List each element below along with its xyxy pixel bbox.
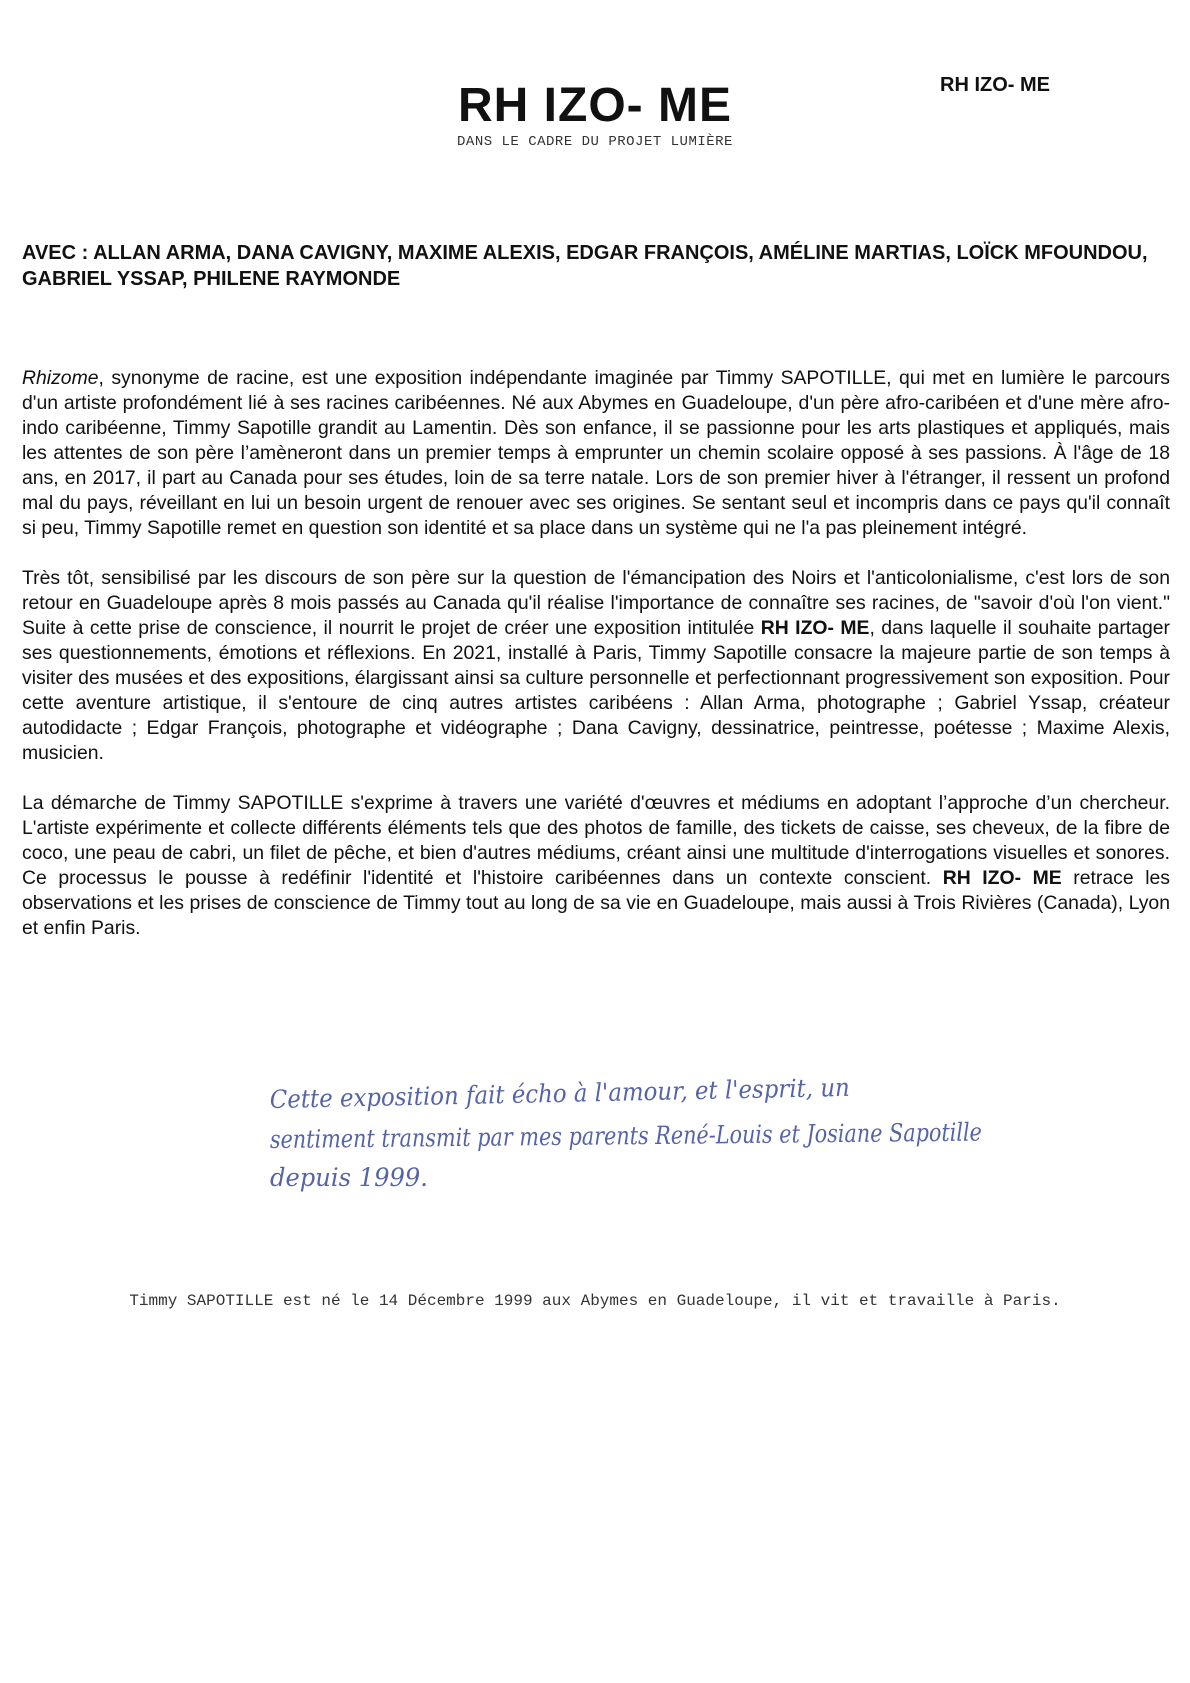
handwritten-line-1: Cette exposition fait écho à l'amour, et l'esprit, un	[269, 1071, 905, 1114]
handwritten-line-2: sentiment transmit par mes parents René-Louis et Josiane Sapotille	[269, 1116, 1129, 1154]
body-text	[22, 366, 1170, 966]
footer-note: Timmy SAPOTILLE est né le 14 Décembre 1999 aux Abymes en Guadeloupe, il vit et travaille à Paris.	[129, 1292, 1061, 1310]
page-subtitle: DANS LE CADRE DU PROJET LUMIÈRE	[457, 134, 733, 150]
paragraph-3	[22, 791, 1170, 941]
paragraph-2-text-b: , dans laquelle il souhaite partager ses questionnements, émotions et réflexions. En 2021, installé à Paris, Timmy Sapotille consacre la majeure partie de son temps à visiter des musées et des expositions, élargissant ainsi sa culture personnelle et perfectionnant progressivement son exposition. Pour cette aventure artistique, il s'entoure de cinq autres artistes caribéens : Allan Arma, photographe ; Gabriel Yssap, créateur autodidacte ; Edgar François, photographe et vidéographe ; Dana Cavigny, dessinatrice, peintresse, poétesse ; Maxime Alexis, musicien.	[22, 617, 1171, 764]
paragraph-2-text-a: Très tôt, sensibilisé par les discours de son père sur la question de l'émancipation des Noirs et l'anticolonialisme, c'est lors de son retour en Guadeloupe après 8 mois passés au Canada qu'il réalise l'importance de connaître ses racines, de "savoir d'où l'on vient." Suite à cette prise de conscience, il nourrit le projet de créer une exposition intitulée	[22, 567, 1170, 639]
corner-title: RH IZO- ME	[940, 74, 1050, 96]
paragraph-2-title: RH IZO- ME	[760, 617, 870, 639]
artists-list: AVEC : ALLAN ARMA, DANA CAVIGNY, MAXIME ALEXIS, EDGAR FRANÇOIS, AMÉLINE MARTIAS, LOÏCK MFOUNDOU, GABRIEL YSSAP, PHILENE RAYMONDE	[22, 242, 1148, 290]
paragraph-1-text: , synonyme de racine, est une exposition indépendante imaginée par Timmy SAPOTILLE, qui met en lumière le parcours d'un artiste profondément lié à ses racines caribéennes. Né aux Abymes en Guadeloupe, d'un père afro-caribéen et d'une mère afro-indo caribéenne, Timmy Sapotille grandit au Lamentin. Dès son enfance, il se passionne pour les arts plastiques et appliqués, mais les attentes de son père l’amèneront dans un premier temps à emprunter un chemin scolaire opposé à ses passions. À l'âge de 18 ans, en 2017, il part au Canada pour ses études, loin de sa terre natale. Lors de son premier hiver à l'étranger, il ressent un profond mal du pays, réveillant en lui un besoin urgent de renouer avec ses origines. Se sentant seul et incompris dans ce pays qu'il connaît si peu, Timmy Sapotille remet en question son identité et sa place dans un système qui ne l'a pas pleinement intégré.	[22, 367, 1170, 539]
paragraph-3-title: RH IZO- ME	[942, 867, 1062, 889]
paragraph-1	[22, 366, 1170, 541]
page-title: RH IZO- ME	[458, 79, 732, 132]
paragraph-3-text-b: retrace les observations et les prises de conscience de Timmy tout au long de sa vie en Guadeloupe, mais aussi à Trois Rivières (Canada), Lyon et enfin Paris.	[22, 867, 1170, 939]
paragraph-2	[22, 566, 1170, 766]
handwritten-note	[268, 1071, 1129, 1206]
handwritten-line-3: depuis 1999.	[270, 1163, 428, 1192]
rhizome-emphasis: Rhizome	[22, 367, 99, 389]
paragraph-3-text-a: La démarche de Timmy SAPOTILLE s'exprime à travers une variété d'œuvres et médiums en adoptant l’approche d’un chercheur. L'artiste expérimente et collecte différents éléments tels que des photos de famille, des tickets de caisse, ses cheveux, de la fibre de coco, une peau de cabri, un filet de pêche, et bien d'autres médiums, créant ainsi une multitude d'interrogations visuelles et sonores. Ce processus le pousse à redéfinir l'identité et l'histoire caribéennes dans un contexte conscient.	[22, 792, 1170, 889]
